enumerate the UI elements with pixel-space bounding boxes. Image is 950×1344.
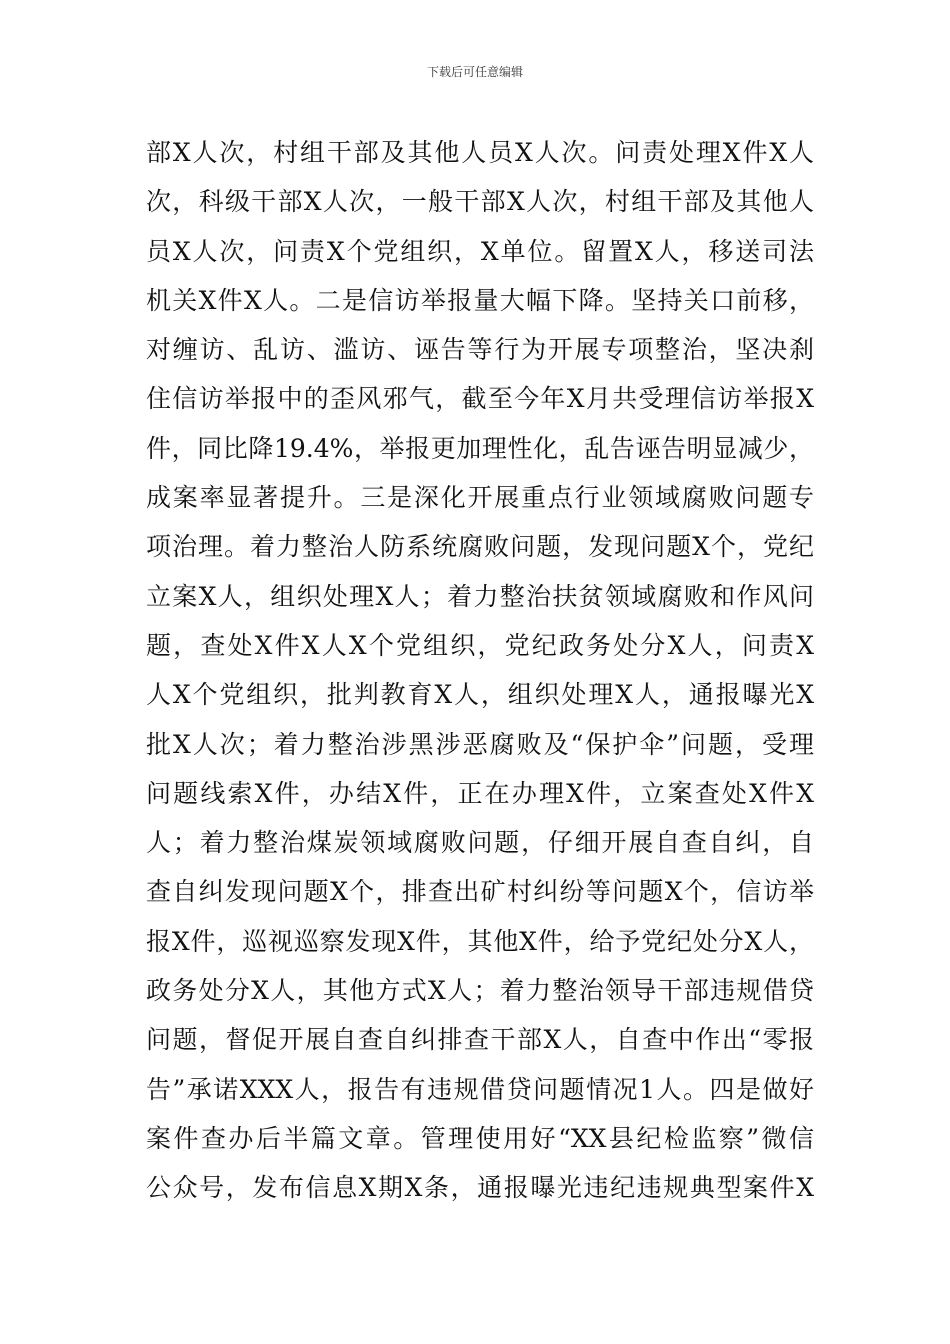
text-line: 查自纠发现问题X个，排查出矿村纠纷等问题X个，信访举 bbox=[146, 877, 814, 907]
text-line: 问题线索X件，办结X件，正在办理X件，立案查处X件X bbox=[146, 778, 814, 808]
text-line: 立案X人，组织处理X人；着力整治扶贫领域腐败和作风问 bbox=[146, 581, 814, 611]
text-line: 告”承诺XXX人，报告有违规借贷问题情况1人。四是做好 bbox=[146, 1074, 814, 1104]
text-line: 人X个党组织，批判教育X人，组织处理X人，通报曝光X bbox=[146, 680, 814, 710]
text-line: 员X人次，问责X个党组织，X单位。留置X人，移送司法 bbox=[146, 236, 814, 266]
text-line: 案件查办后半篇文章。管理使用好“XX县纪检监察”微信 bbox=[146, 1123, 814, 1153]
text-line: 批X人次；着力整治涉黑涉恶腐败及“保护伞”问题，受理 bbox=[146, 729, 814, 759]
text-line: 公众号，发布信息X期X条，通报曝光违纪违规典型案件X bbox=[146, 1173, 814, 1203]
text-line: 成案率显著提升。三是深化开展重点行业领域腐败问题专 bbox=[146, 483, 814, 513]
text-line: 机关X件X人。二是信访举报量大幅下降。坚持关口前移， bbox=[146, 285, 814, 315]
text-line: 政务处分X人，其他方式X人；着力整治领导干部违规借贷 bbox=[146, 976, 814, 1006]
text-line: 件，同比降19.4%，举报更加理性化，乱告诬告明显减少， bbox=[146, 433, 814, 463]
text-line: 问题，督促开展自查自纠排查干部X人，自查中作出“零报 bbox=[146, 1025, 814, 1055]
text-line: 住信访举报中的歪风邪气，截至今年X月共受理信访举报X bbox=[146, 384, 814, 414]
text-line: 次，科级干部X人次，一般干部X人次，村组干部及其他人 bbox=[146, 187, 814, 217]
text-line: 人；着力整治煤炭领域腐败问题，仔细开展自查自纠，自 bbox=[146, 828, 814, 858]
page-header: 下载后可任意编辑 bbox=[426, 65, 523, 79]
body-text bbox=[146, 128, 814, 1213]
text-line: 项治理。着力整治人防系统腐败问题，发现问题X个，党纪 bbox=[146, 532, 814, 562]
text-line: 对缠访、乱访、滥访、诬告等行为开展专项整治，坚决刹 bbox=[146, 335, 814, 365]
text-line: 题，查处X件X人X个党组织，党纪政务处分X人，问责X bbox=[146, 630, 814, 660]
text-line: 报X件，巡视巡察发现X件，其他X件，给予党纪处分X人， bbox=[146, 926, 814, 956]
text-line: 部X人次，村组干部及其他人员X人次。问责处理X件X人 bbox=[146, 138, 814, 167]
